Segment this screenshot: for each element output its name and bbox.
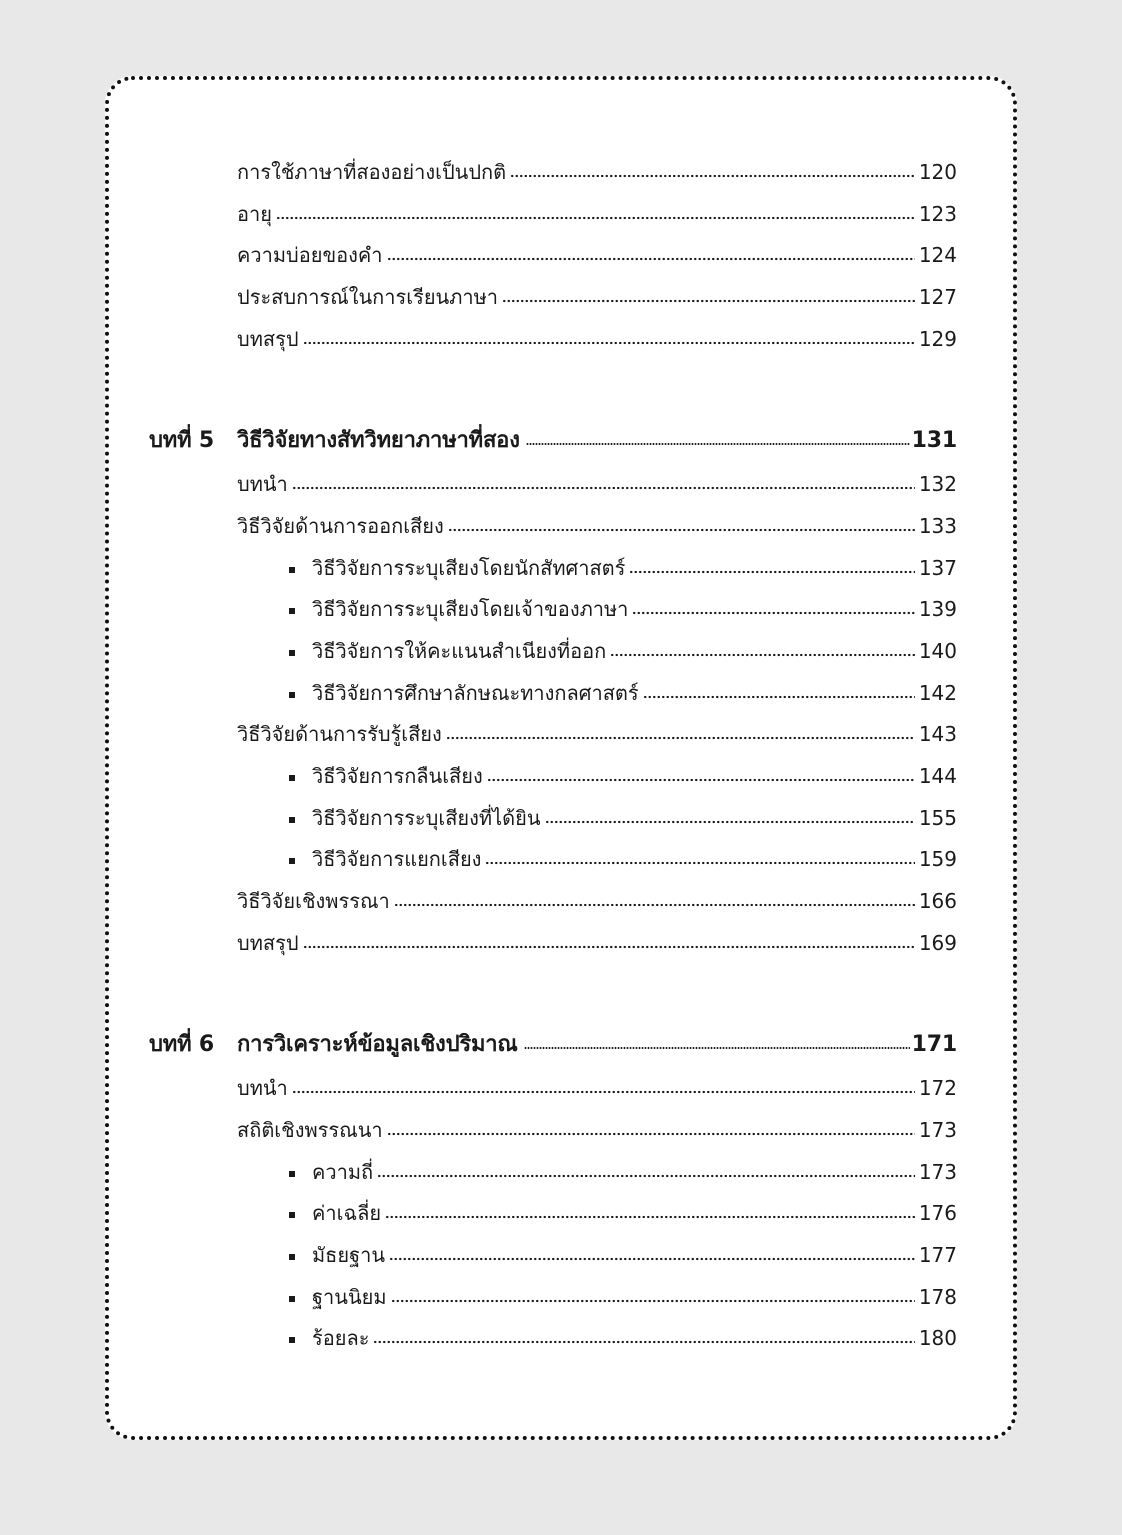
toc-entry-title: บทนำ <box>237 472 288 496</box>
dot-leader <box>610 653 915 657</box>
dot-leader <box>389 1257 915 1261</box>
toc-entry-page: 120 <box>918 160 957 184</box>
toc-entry-page: 177 <box>918 1243 957 1267</box>
toc-entry-title: ประสบการณ์ในการเรียนภาษา <box>237 285 499 309</box>
toc-subentry[interactable] <box>289 1158 957 1186</box>
toc-subentry[interactable] <box>289 804 957 832</box>
toc-subentry[interactable] <box>289 679 957 707</box>
chapter-heading-5[interactable] <box>149 427 957 455</box>
dot-leader <box>387 1132 915 1136</box>
chapter-title: วิธีวิจัยทางสัทวิทยาภาษาที่สอง <box>237 428 520 453</box>
toc-subentry[interactable] <box>289 762 957 790</box>
square-bullet-icon <box>289 608 295 614</box>
toc-entry-page: 127 <box>918 285 957 309</box>
toc-entry-page: 169 <box>918 931 957 955</box>
toc-entry-title: มัธยฐาน <box>312 1243 386 1267</box>
toc-entry-page: 173 <box>918 1160 957 1184</box>
dot-leader <box>292 486 915 490</box>
chapter-number: บทที่ 6 <box>149 1032 214 1057</box>
chapter-page: 171 <box>911 1032 957 1057</box>
dot-leader <box>446 736 915 740</box>
toc-entry-title: ร้อยละ <box>312 1326 370 1350</box>
square-bullet-icon <box>289 1296 295 1302</box>
toc-entry-title: บทสรุป <box>237 931 299 955</box>
toc-entry-title: ค่าเฉลี่ย <box>312 1201 382 1225</box>
toc-entry-title: สถิติเชิงพรรณนา <box>237 1118 383 1142</box>
chapter-number: บทที่ 5 <box>149 428 214 453</box>
toc-entry-title: อายุ <box>237 202 272 226</box>
square-bullet-icon <box>289 692 295 698</box>
table-of-contents <box>109 80 1013 1436</box>
toc-entry-page: 178 <box>918 1285 957 1309</box>
toc-entry-title: วิธีวิจัยการแยกเสียง <box>312 847 482 871</box>
square-bullet-icon <box>289 650 295 656</box>
toc-entry-title: ฐานนิยม <box>312 1285 387 1309</box>
toc-entry-page: 140 <box>918 639 957 663</box>
toc-entry-title: ความถี่ <box>312 1160 374 1184</box>
toc-entry[interactable] <box>237 283 957 311</box>
toc-entry-title: วิธีวิจัยการระบุเสียงที่ได้ยิน <box>312 806 541 830</box>
toc-entry-page: 143 <box>918 722 957 746</box>
dot-leader <box>524 1046 910 1050</box>
toc-entry[interactable] <box>237 325 957 353</box>
toc-entry-title: วิธีวิจัยเชิงพรรณา <box>237 889 390 913</box>
dot-leader <box>502 299 915 303</box>
dot-leader <box>629 570 914 574</box>
square-bullet-icon <box>289 858 295 864</box>
toc-entry-title: วิธีวิจัยการระบุเสียงโดยเจ้าของภาษา <box>312 597 629 621</box>
dot-leader <box>377 1174 915 1178</box>
toc-subentry[interactable] <box>289 845 957 873</box>
dot-leader <box>391 1299 915 1303</box>
square-bullet-icon <box>289 1337 295 1343</box>
toc-entry[interactable] <box>237 512 957 540</box>
toc-entry-page: 133 <box>918 514 957 538</box>
square-bullet-icon <box>289 1254 295 1260</box>
toc-entry[interactable] <box>237 887 957 915</box>
toc-entry-page: 159 <box>918 847 957 871</box>
dot-leader <box>643 695 915 699</box>
dot-leader <box>303 945 915 949</box>
toc-entry[interactable] <box>237 241 957 269</box>
toc-subentry[interactable] <box>289 1283 957 1311</box>
toc-entry-page: 129 <box>918 327 957 351</box>
toc-entry-page: 172 <box>918 1076 957 1100</box>
toc-entry-title: วิธีวิจัยการศึกษาลักษณะทางกลศาสตร์ <box>312 681 639 705</box>
dot-leader <box>387 257 915 261</box>
toc-entry-page: 132 <box>918 472 957 496</box>
chapter-page: 131 <box>911 428 957 453</box>
toc-entry-title: วิธีวิจัยการกลืนเสียง <box>312 764 483 788</box>
toc-subentry[interactable] <box>289 637 957 665</box>
toc-entry-title: ความบ่อยของคำ <box>237 243 383 267</box>
toc-entry[interactable] <box>237 929 957 957</box>
dot-leader <box>276 216 915 220</box>
toc-entry-page: 123 <box>918 202 957 226</box>
dot-leader <box>385 1215 915 1219</box>
toc-entry-title: การใช้ภาษาที่สองอย่างเป็นปกติ <box>237 160 507 184</box>
toc-entry-page: 137 <box>918 556 957 580</box>
square-bullet-icon <box>289 1212 295 1218</box>
toc-entry-page: 180 <box>918 1326 957 1350</box>
toc-subentry[interactable] <box>289 1324 957 1352</box>
toc-entry-title: วิธีวิจัยด้านการออกเสียง <box>237 514 444 538</box>
dot-leader <box>303 341 915 345</box>
toc-entry-title: วิธีวิจัยด้านการรับรู้เสียง <box>237 722 442 746</box>
toc-subentry[interactable] <box>289 1199 957 1227</box>
toc-entry[interactable] <box>237 1074 957 1102</box>
toc-entry-title: วิธีวิจัยการระบุเสียงโดยนักสัทศาสตร์ <box>312 556 626 580</box>
dot-leader <box>545 820 915 824</box>
square-bullet-icon <box>289 775 295 781</box>
dot-leader <box>448 528 915 532</box>
square-bullet-icon <box>289 567 295 573</box>
toc-entry-page: 166 <box>918 889 957 913</box>
dot-leader <box>487 778 915 782</box>
toc-entry-page: 124 <box>918 243 957 267</box>
dot-leader <box>394 903 915 907</box>
toc-entry[interactable] <box>237 158 957 186</box>
toc-entry-page: 139 <box>918 597 957 621</box>
dot-leader <box>292 1090 915 1094</box>
toc-entry-page: 144 <box>918 764 957 788</box>
toc-subentry[interactable] <box>289 554 957 582</box>
dot-leader <box>632 611 914 615</box>
dot-leader <box>373 1340 914 1344</box>
toc-entry-page: 155 <box>918 806 957 830</box>
toc-page <box>105 76 1017 1440</box>
chapter-title: การวิเคราะห์ข้อมูลเชิงปริมาณ <box>237 1032 518 1057</box>
toc-entry[interactable] <box>237 470 957 498</box>
chapter-heading-6[interactable] <box>149 1031 957 1059</box>
toc-subentry[interactable] <box>289 1241 957 1269</box>
square-bullet-icon <box>289 1171 295 1177</box>
dot-leader <box>526 442 910 446</box>
toc-entry[interactable] <box>237 720 957 748</box>
toc-subentry[interactable] <box>289 595 957 623</box>
toc-entry-title: วิธีวิจัยการให้คะแนนสำเนียงที่ออก <box>312 639 607 663</box>
toc-entry-page: 173 <box>918 1118 957 1142</box>
toc-entry[interactable] <box>237 200 957 228</box>
dot-leader <box>510 174 915 178</box>
square-bullet-icon <box>289 817 295 823</box>
toc-entry-title: บทนำ <box>237 1076 288 1100</box>
toc-entry-page: 142 <box>918 681 957 705</box>
dot-leader <box>485 861 914 865</box>
toc-entry-page: 176 <box>918 1201 957 1225</box>
toc-entry[interactable] <box>237 1116 957 1144</box>
toc-entry-title: บทสรุป <box>237 327 299 351</box>
